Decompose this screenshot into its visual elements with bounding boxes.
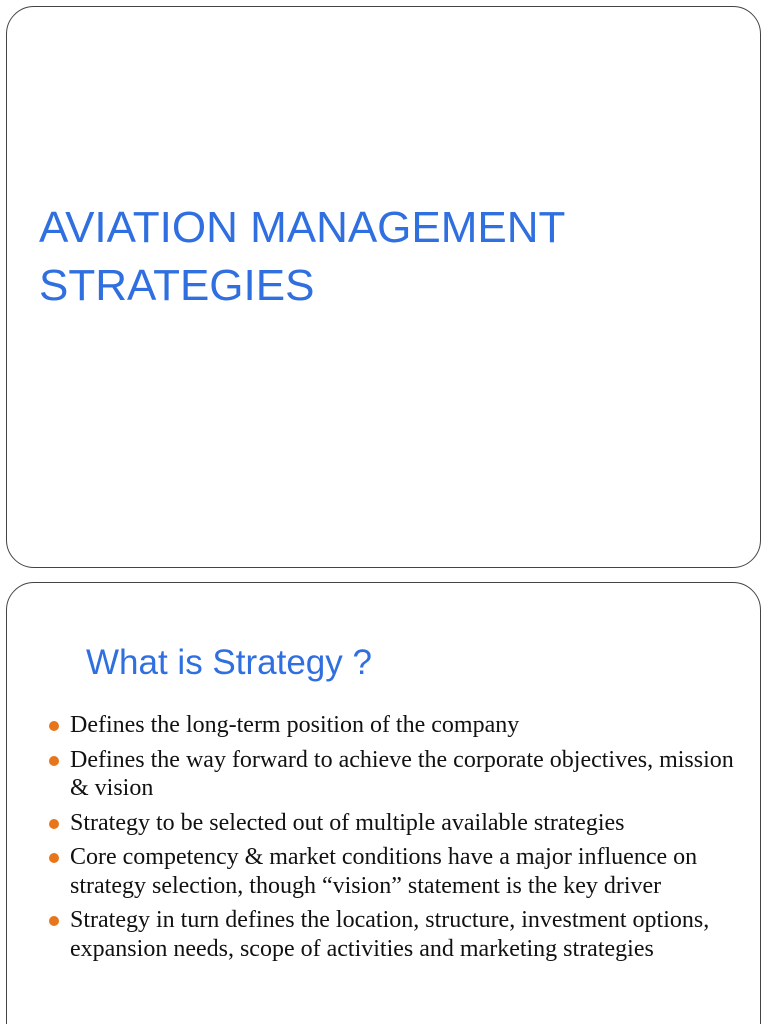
bullet-text: Defines the way forward to achieve the corporate objectives, mission & vision [70, 746, 734, 801]
slide-title [6, 6, 761, 568]
bullet-dot-icon [49, 853, 59, 863]
bullet-list [47, 711, 737, 969]
bullet-item [47, 843, 737, 900]
bullet-item [47, 809, 737, 838]
presentation-title-line-1: AVIATION MANAGEMENT [39, 203, 566, 252]
bullet-text: Defines the long-term position of the company [70, 712, 520, 738]
bullet-text: Strategy to be selected out of multiple available strategies [70, 809, 625, 836]
bullet-text: Strategy in turn defines the location, structure, investment options, expansion needs, scope of activities and marketing strategies [70, 907, 710, 962]
bullet-dot-icon [49, 819, 59, 829]
presentation-title-line-2: STRATEGIES [39, 261, 315, 310]
bullet-text: Core competency & market conditions have a major influence on strategy selection, though “vision” statement is the key driver [70, 844, 698, 899]
bullet-item [47, 906, 737, 963]
bullet-item [47, 746, 737, 803]
slide-heading: What is Strategy ? [86, 643, 372, 682]
presentation-title [39, 199, 679, 315]
bullet-dot-icon [49, 916, 59, 926]
bullet-dot-icon [49, 756, 59, 766]
bullet-item [47, 711, 737, 740]
slide-what-is-strategy [6, 582, 761, 1024]
bullet-dot-icon [49, 721, 59, 731]
